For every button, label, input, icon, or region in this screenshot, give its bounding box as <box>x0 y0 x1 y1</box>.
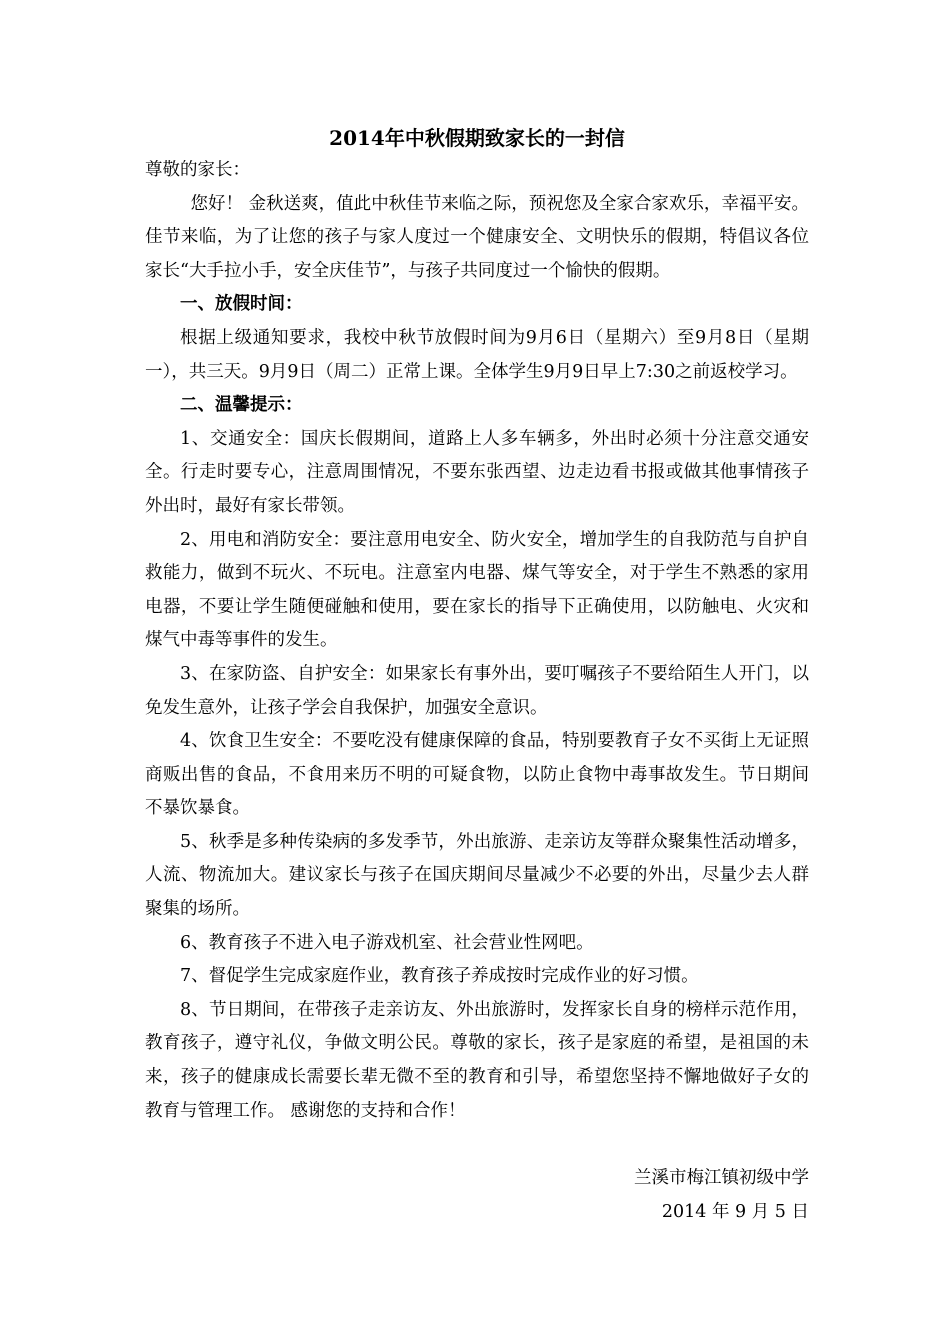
section-heading-tips: 二、温馨提示： <box>180 395 303 416</box>
holiday-time-paragraph: 根据上级通知要求，我校中秋节放假时间为9月6日（星期六）至9月8日（星期一），共三天。9月9日（周二）正常上课。全体学生9月9日早上7:30之前返校学习。 <box>145 327 809 382</box>
tip-item: 3、在家防盗、自护安全：如果家长有事外出，要叮嘱孩子不要给陌生人开门，以免发生意外，让孩子学会自我保护，加强安全意识。 <box>145 663 809 718</box>
greeting-paragraph: 您好！ 金秋送爽，值此中秋佳节来临之际，预祝您及全家合家欢乐，幸福平安。佳节来临，为了让您的孩子与家人度过一个健康安全、文明快乐的假期，特倡议各位家长“大手拉小手，安全庆佳节”，与孩子共同度过一个愉快的假期。 <box>145 193 809 281</box>
tip-item: 2、用电和消防安全：要注意用电安全、防火安全，增加学生的自我防范与自护自救能力，做到不玩火、不玩电。注意室内电器、煤气等安全，对于学生不熟悉的家用电器，不要让学生随便碰触和使用，要在家长的指导下正确使用，以防触电、火灾和煤气中毒等事件的发生。 <box>145 529 809 651</box>
letter-body <box>145 122 809 1229</box>
tip-item: 4、饮食卫生安全：不要吃没有健康保障的食品，特别要教育子女不买街上无证照商贩出售的食品，不食用来历不明的可疑食物，以防止食物中毒事故发生。节日期间不暴饮暴食。 <box>145 731 809 819</box>
signature-spacer <box>145 1128 809 1162</box>
tip-item: 1、交通安全：国庆长假期间，道路上人多车辆多，外出时必须十分注意交通安全。行走时要专心，注意周围情况，不要东张西望、边走边看书报或做其他事情孩子外出时，最好有家长带领。 <box>145 428 809 516</box>
tip-item: 6、教育孩子不进入电子游戏机室、社会营业性网吧。 <box>180 932 594 953</box>
tip-item: 5、秋季是多种传染病的多发季节，外出旅游、走亲访友等群众聚集性活动增多，人流、物流加大。建议家长与孩子在国庆期间尽量减少不必要的外出，尽量少去人群聚集的场所。 <box>145 831 809 920</box>
section-heading-holiday-time: 一、放假时间： <box>180 294 303 315</box>
signature-date: 2014 年 9 月 5 日 <box>661 1201 809 1222</box>
letter-title: 2014年中秋假期致家长的一封信 <box>329 126 625 150</box>
salutation: 尊敬的家长： <box>145 160 250 180</box>
tip-item: 8、节日期间，在带孩子走亲访友、外出旅游时，发挥家长自身的榜样示范作用，教育孩子，遵守礼仪，争做文明公民。尊敬的家长，孩子是家庭的希望，是祖国的未来，孩子的健康成长需要长辈无微不至的教育和引导，希望您坚持不懈地做好子女的教育与管理工作。 感谢您的支持和合作！ <box>145 999 809 1121</box>
tip-item: 7、督促学生完成家庭作业，教育孩子养成按时完成作业的好习惯。 <box>180 966 699 987</box>
signature-organization: 兰溪市梅江镇初级中学 <box>634 1168 809 1189</box>
